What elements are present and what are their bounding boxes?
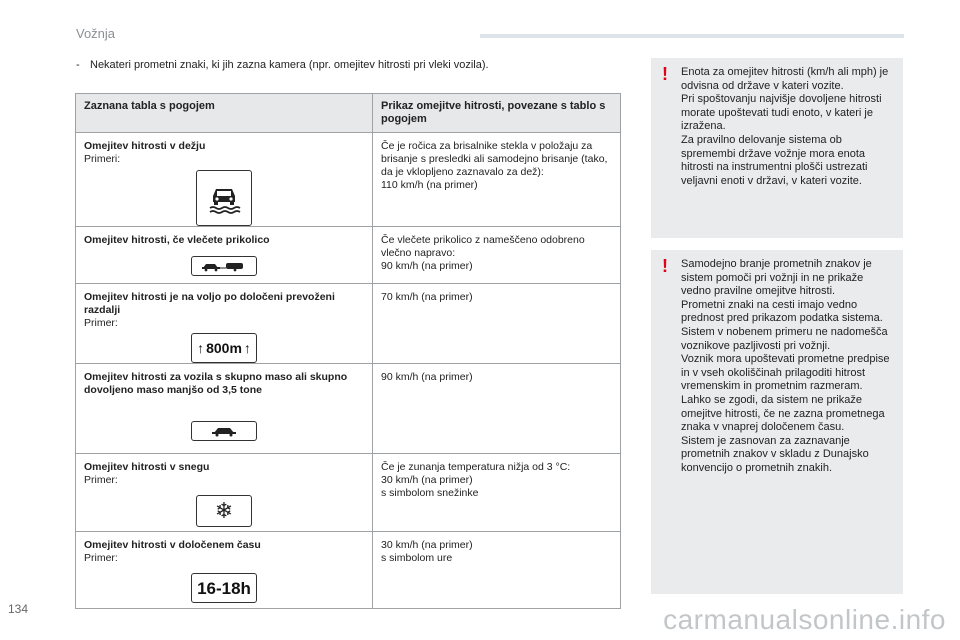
intro-bullet — [76, 58, 636, 72]
watermark: carmanualsonline.info — [663, 604, 946, 635]
table-row — [76, 454, 621, 532]
warning-icon: ! — [662, 64, 668, 84]
note-line: Voznik mora upoštevati prometne predpise in v vseh okoliščinah prilagoditi hitrost vremenskim in prometnim razmeram. — [681, 353, 890, 393]
row-speed-value: 30 km/h (na primer) — [381, 539, 473, 551]
row-speed-value: 90 km/h (na primer) — [381, 371, 473, 383]
intro-text: Nekateri prometni znaki, ki jih zazna kamera (npr. omejitev hitrosti pri vleki vozila). — [90, 59, 489, 71]
table-row — [76, 227, 621, 284]
row-speed-value: 30 km/h (na primer) — [381, 474, 473, 486]
note-line: Sistem je zasnovan za zaznavanje prometnih znakov v skladu z Dunajsko konvencijo o prometnih znakih. — [681, 434, 869, 474]
row-symbol-note: s simbolom snežinke — [381, 487, 479, 499]
speed-limit-table — [75, 93, 621, 609]
row-symbol-note: s simbolom ure — [381, 552, 453, 564]
rain-sign-icon — [196, 170, 252, 226]
warning-note — [651, 58, 903, 238]
page-number: 134 — [8, 602, 29, 616]
table-row — [76, 532, 621, 609]
row-subtitle: Primeri: — [84, 153, 121, 165]
row-condition: Če je ročica za brisalnike stekla v položaju za brisanje s presledki ali samodejno brisanje (tako, da je vklopljeno zaznavalo za dež): — [381, 140, 608, 178]
header-col-sign: Zaznana tabla s pogojem — [76, 94, 373, 133]
car-icon — [191, 421, 257, 441]
note-line: Samodejno branje prometnih znakov je sistem pomoči pri vožnji in ne prikaže vedno pravilne omejitve hitrosti. — [681, 258, 872, 298]
snowflake-icon: ❄ — [196, 495, 252, 527]
row-speed-value: 70 km/h (na primer) — [381, 291, 473, 303]
table-row — [76, 364, 621, 454]
time-sign — [191, 573, 257, 603]
row-subtitle: Primer: — [84, 552, 118, 564]
row-title: Omejitev hitrosti za vozila s skupno maso ali skupno dovoljeno maso manjšo od 3,5 tone — [84, 371, 348, 396]
time-sign-text: 16-18h — [197, 578, 251, 598]
row-subtitle: Primer: — [84, 474, 118, 486]
row-condition: Če vlečete prikolico z nameščeno odobreno vlečno napravo: — [381, 234, 585, 259]
section-title: Vožnja — [76, 26, 116, 41]
note-line: Lahko se zgodi, da sistem ne prikaže omejitve hitrosti, če ne zazna prometnega znaka v vnaprej določenem času. — [681, 393, 885, 434]
row-speed-value: 90 km/h (na primer) — [381, 260, 473, 272]
arrow-up-icon: ↑ — [243, 339, 251, 356]
note-line: Enota za omejitev hitrosti (km/h ali mph) je odvisna od države v kateri vozite. — [681, 66, 889, 92]
warning-note — [651, 250, 903, 594]
header-col-display: Prikaz omejitve hitrosti, povezane s tablo s pogojem — [373, 94, 621, 133]
table-row — [76, 133, 621, 227]
note-line: Pri spoštovanju najvišje dovoljene hitrosti morate upoštevati tudi enoto, v kateri je izražena. — [681, 93, 882, 133]
table-header-row — [76, 94, 621, 133]
row-title: Omejitev hitrosti v določenem času — [84, 539, 261, 551]
bullet-dash: - — [76, 59, 80, 71]
note-line: Za pravilno delovanje sistema ob spremembi države vožnje mora enota hitrosti na instrumentni plošči ustrezati veljavni enoti v državi, v kateri vozite. — [681, 133, 868, 187]
warning-icon: ! — [662, 256, 668, 276]
arrow-up-icon: ↑ — [197, 339, 205, 356]
row-condition: Če je zunanja temperatura nižja od 3 °C: — [381, 461, 571, 473]
table-row — [76, 284, 621, 364]
row-title: Omejitev hitrosti, če vlečete prikolico — [84, 234, 270, 246]
row-subtitle: Primer: — [84, 317, 118, 329]
distance-sign-text: 800m — [206, 339, 242, 356]
car-trailer-icon — [191, 256, 257, 276]
row-speed-value: 110 km/h (na primer) — [381, 179, 478, 191]
row-title: Omejitev hitrosti v snegu — [84, 461, 210, 473]
row-title: Omejitev hitrosti v dežju — [84, 140, 206, 152]
row-title: Omejitev hitrosti je na voljo po določeni prevoženi razdalji — [84, 291, 335, 316]
distance-sign — [191, 333, 257, 363]
note-line: Sistem v nobenem primeru ne nadomešča voznikove pazljivosti pri vožnji. — [681, 325, 888, 352]
header-bar — [480, 34, 904, 38]
note-line: Prometni znaki na cesti imajo vedno prednost pred prikazom podatka sistema. — [681, 298, 883, 325]
